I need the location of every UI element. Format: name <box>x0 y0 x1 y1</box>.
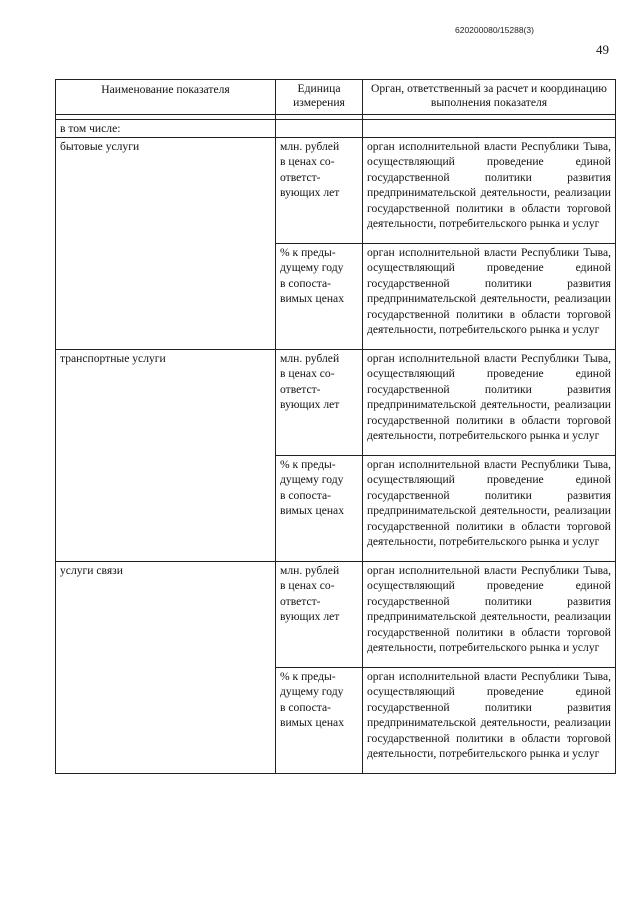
organ-cell: орган исполнительной власти Республики Тыва, осуществляющий проведение единой государственной политики развития предпринимательской деятельности, реализации государственной политики в области торговой деятельности, потребительского рынка и услуг <box>363 667 616 773</box>
column-header-organ: Орган, ответственный за расчет и координацию выполнения показателя <box>363 80 616 115</box>
page-number: 49 <box>596 42 609 57</box>
column-header-indicator: Наименование показателя <box>56 80 276 115</box>
indicator-name: транспортные услуги <box>56 349 276 561</box>
unit-cell: млн. рублей в ценах со- ответст- вующих лет <box>276 349 363 455</box>
table-row <box>56 137 616 243</box>
table-row <box>56 349 616 455</box>
subheading-label: в том числе: <box>56 120 276 138</box>
organ-cell: орган исполнительной власти Республики Тыва, осуществляющий проведение единой государственной политики развития предпринимательской деятельности, реализации государственной политики в области торговой деятельности, потребительского рынка и услуг <box>363 243 616 349</box>
table-row <box>56 561 616 667</box>
subheading-row <box>56 120 616 138</box>
organ-cell: орган исполнительной власти Республики Тыва, осуществляющий проведение единой государственной политики развития предпринимательской деятельности, реализации государственной политики в области торговой деятельности, потребительского рынка и услуг <box>363 349 616 455</box>
organ-cell: орган исполнительной власти Республики Тыва, осуществляющий проведение единой государственной политики развития предпринимательской деятельности, реализации государственной политики в области торговой деятельности, потребительского рынка и услуг <box>363 137 616 243</box>
organ-cell: орган исполнительной власти Республики Тыва, осуществляющий проведение единой государственной политики развития предпринимательской деятельности, реализации государственной политики в области торговой деятельности, потребительского рынка и услуг <box>363 561 616 667</box>
unit-cell: млн. рублей в ценах со- ответст- вующих лет <box>276 137 363 243</box>
indicator-name: услуги связи <box>56 561 276 773</box>
unit-cell: % к преды- дущему году в сопоста- вимых ценах <box>276 243 363 349</box>
indicator-table <box>55 79 616 774</box>
table-header-row <box>56 80 616 115</box>
unit-cell: % к преды- дущему году в сопоста- вимых ценах <box>276 667 363 773</box>
column-header-unit: Единица измерения <box>276 80 363 115</box>
indicator-name: бытовые услуги <box>56 137 276 349</box>
organ-cell: орган исполнительной власти Республики Тыва, осуществляющий проведение единой государственной политики развития предпринимательской деятельности, реализации государственной политики в области торговой деятельности, потребительского рынка и услуг <box>363 455 616 561</box>
unit-cell: % к преды- дущему году в сопоста- вимых ценах <box>276 455 363 561</box>
document-code: 620200080/15288(3) <box>455 25 534 35</box>
unit-cell: млн. рублей в ценах со- ответст- вующих лет <box>276 561 363 667</box>
